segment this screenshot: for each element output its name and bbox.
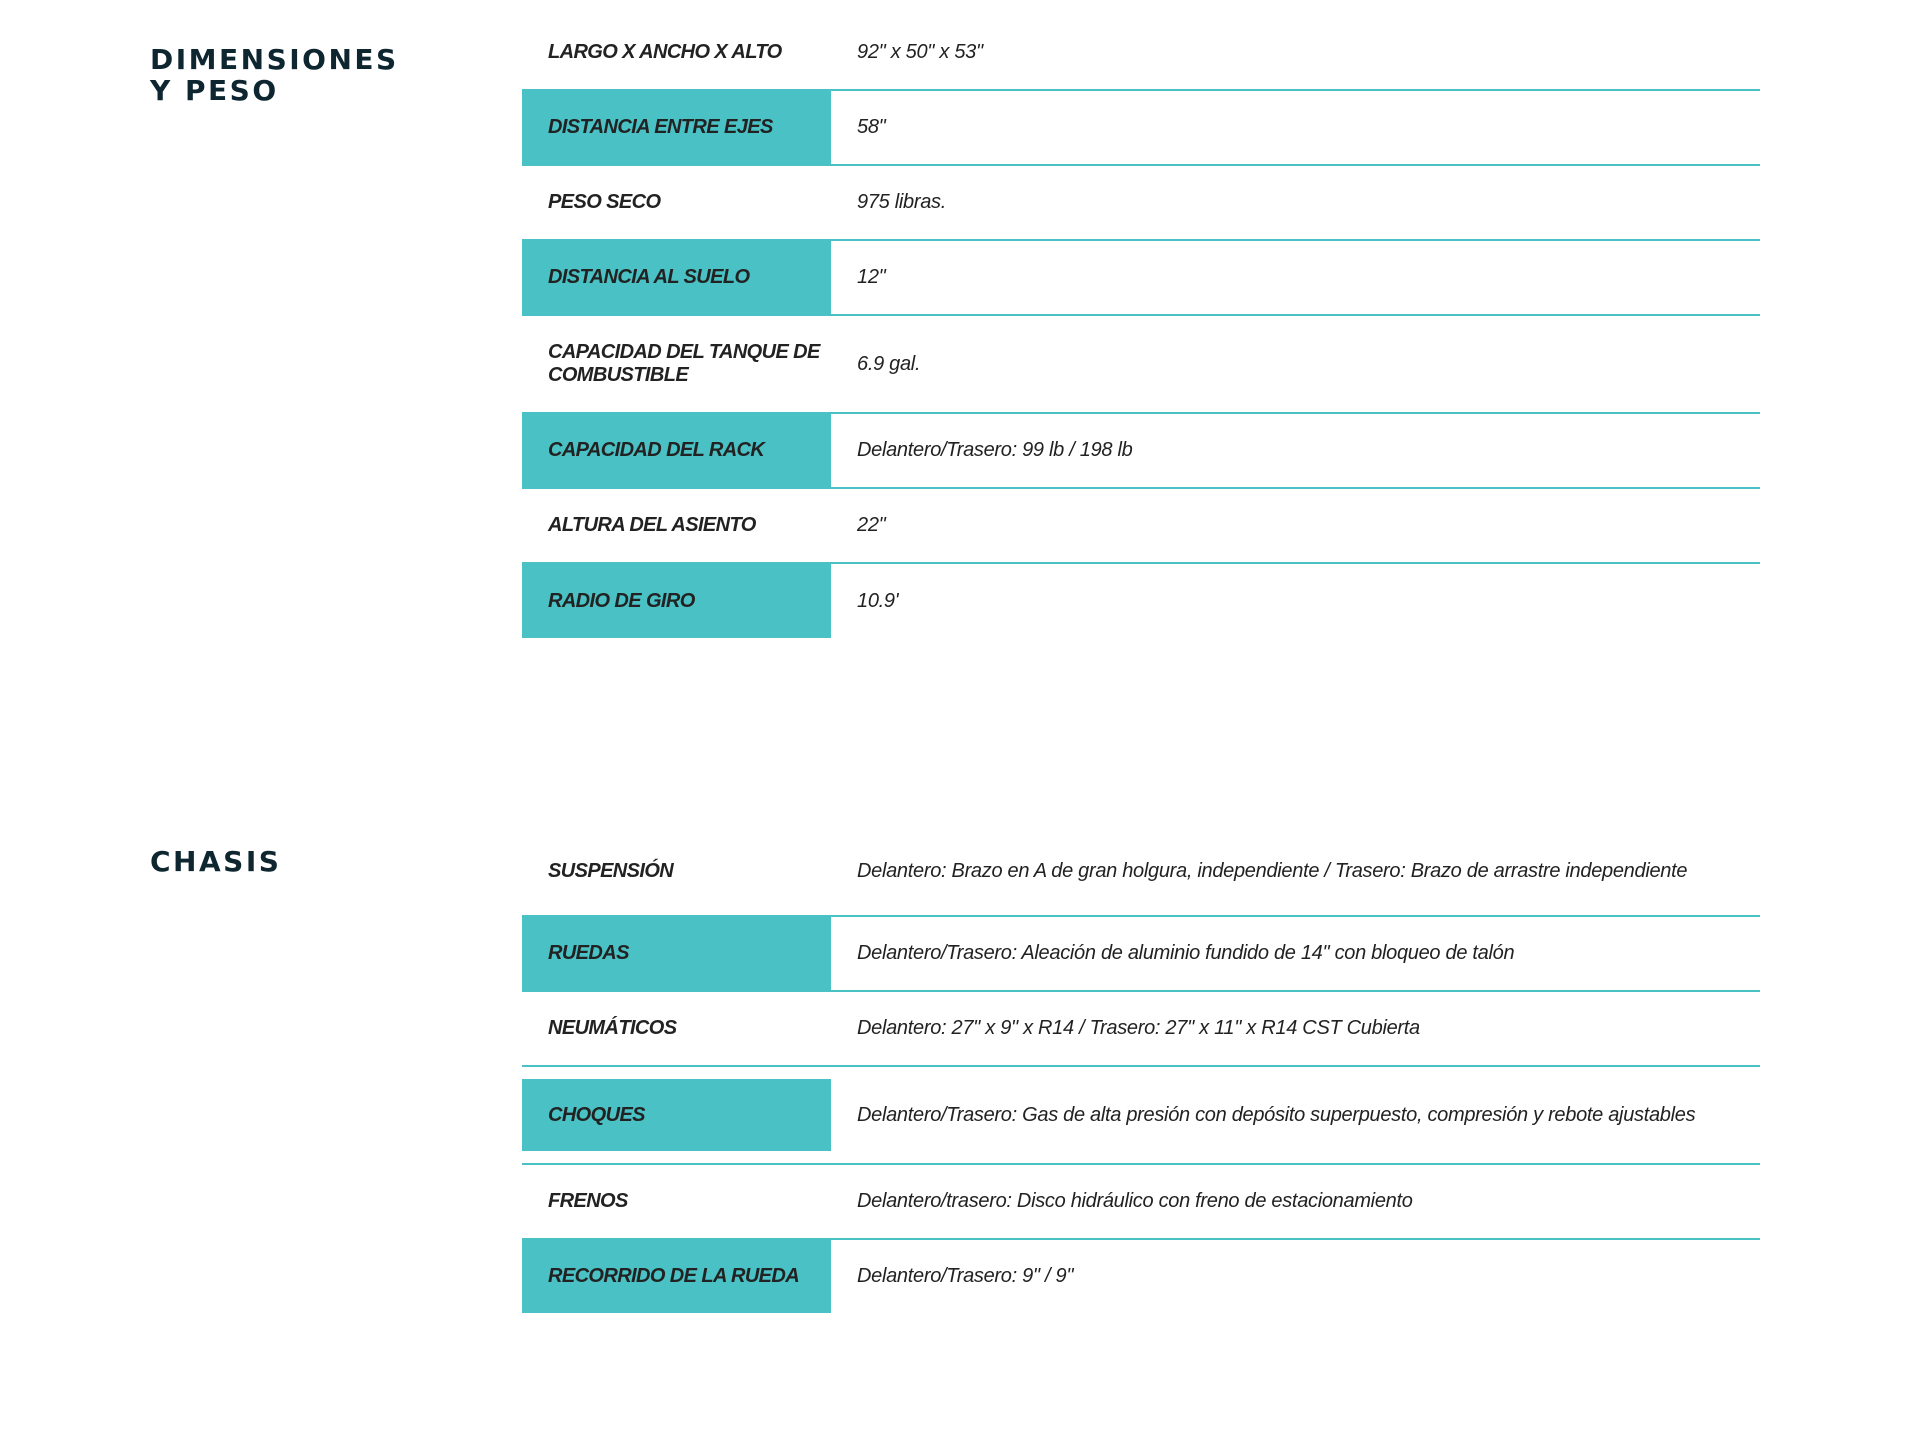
table-row [522,316,1760,414]
table-row [522,1067,1760,1165]
table-row [522,166,1760,241]
table-row [522,91,1760,166]
spec-value: Delantero/Trasero: Aleación de aluminio fundido de 14" con bloqueo de talón [857,942,1515,964]
spec-label: CAPACIDAD DEL RACK [522,414,831,487]
spec-label: FRENOS [548,1190,628,1212]
spec-value: Delantero/trasero: Disco hidráulico con freno de estacionamiento [857,1190,1413,1212]
section-title: CHASIS [150,845,282,878]
section-title: DIMENSIONES Y PESO [150,43,399,107]
spec-label: ALTURA DEL ASIENTO [548,514,756,536]
spec-label: CAPACIDAD DEL TANQUE DE COMBUSTIBLE [548,341,820,386]
spec-value: 92" x 50" x 53" [857,41,983,63]
table-row [522,16,1760,91]
table-row [522,992,1760,1067]
spec-label: RUEDAS [522,917,831,990]
spec-value: 975 libras. [857,191,946,213]
table-row [522,1240,1760,1313]
spec-value: Delantero: Brazo en A de gran holgura, independiente / Trasero: Brazo de arrastre independiente [857,859,1688,882]
spec-value: 10.9' [857,589,899,612]
spec-table [522,827,1760,1313]
spec-label: SUSPENSIÓN [548,859,674,882]
spec-label: LARGO X ANCHO X ALTO [548,41,782,63]
table-row [522,827,1760,917]
spec-label: RADIO DE GIRO [522,564,831,638]
spec-value: Delantero/Trasero: 99 lb / 198 lb [857,439,1133,461]
spec-label: DISTANCIA ENTRE EJES [522,91,831,164]
spec-value: 22" [857,514,886,536]
spec-value: 6.9 gal. [857,352,921,375]
table-row [522,917,1760,992]
spec-value: Delantero/Trasero: Gas de alta presión con depósito superpuesto, compresión y rebote ajustables [857,1103,1696,1126]
table-row [522,564,1760,638]
table-row [522,1165,1760,1240]
spec-value: Delantero: 27" x 9" x R14 / Trasero: 27" x 11" x R14 CST Cubierta [857,1017,1420,1039]
spec-label: CHOQUES [522,1079,831,1151]
spec-label: RECORRIDO DE LA RUEDA [522,1240,831,1313]
spec-label: PESO SECO [548,191,661,213]
spec-value: Delantero/Trasero: 9" / 9" [857,1265,1074,1287]
table-row [522,241,1760,316]
spec-value: 12" [857,266,886,288]
spec-table [522,16,1760,638]
table-row [522,414,1760,489]
spec-label: DISTANCIA AL SUELO [522,241,831,314]
spec-value: 58" [857,116,886,138]
table-row [522,489,1760,564]
spec-label: NEUMÁTICOS [548,1017,677,1039]
